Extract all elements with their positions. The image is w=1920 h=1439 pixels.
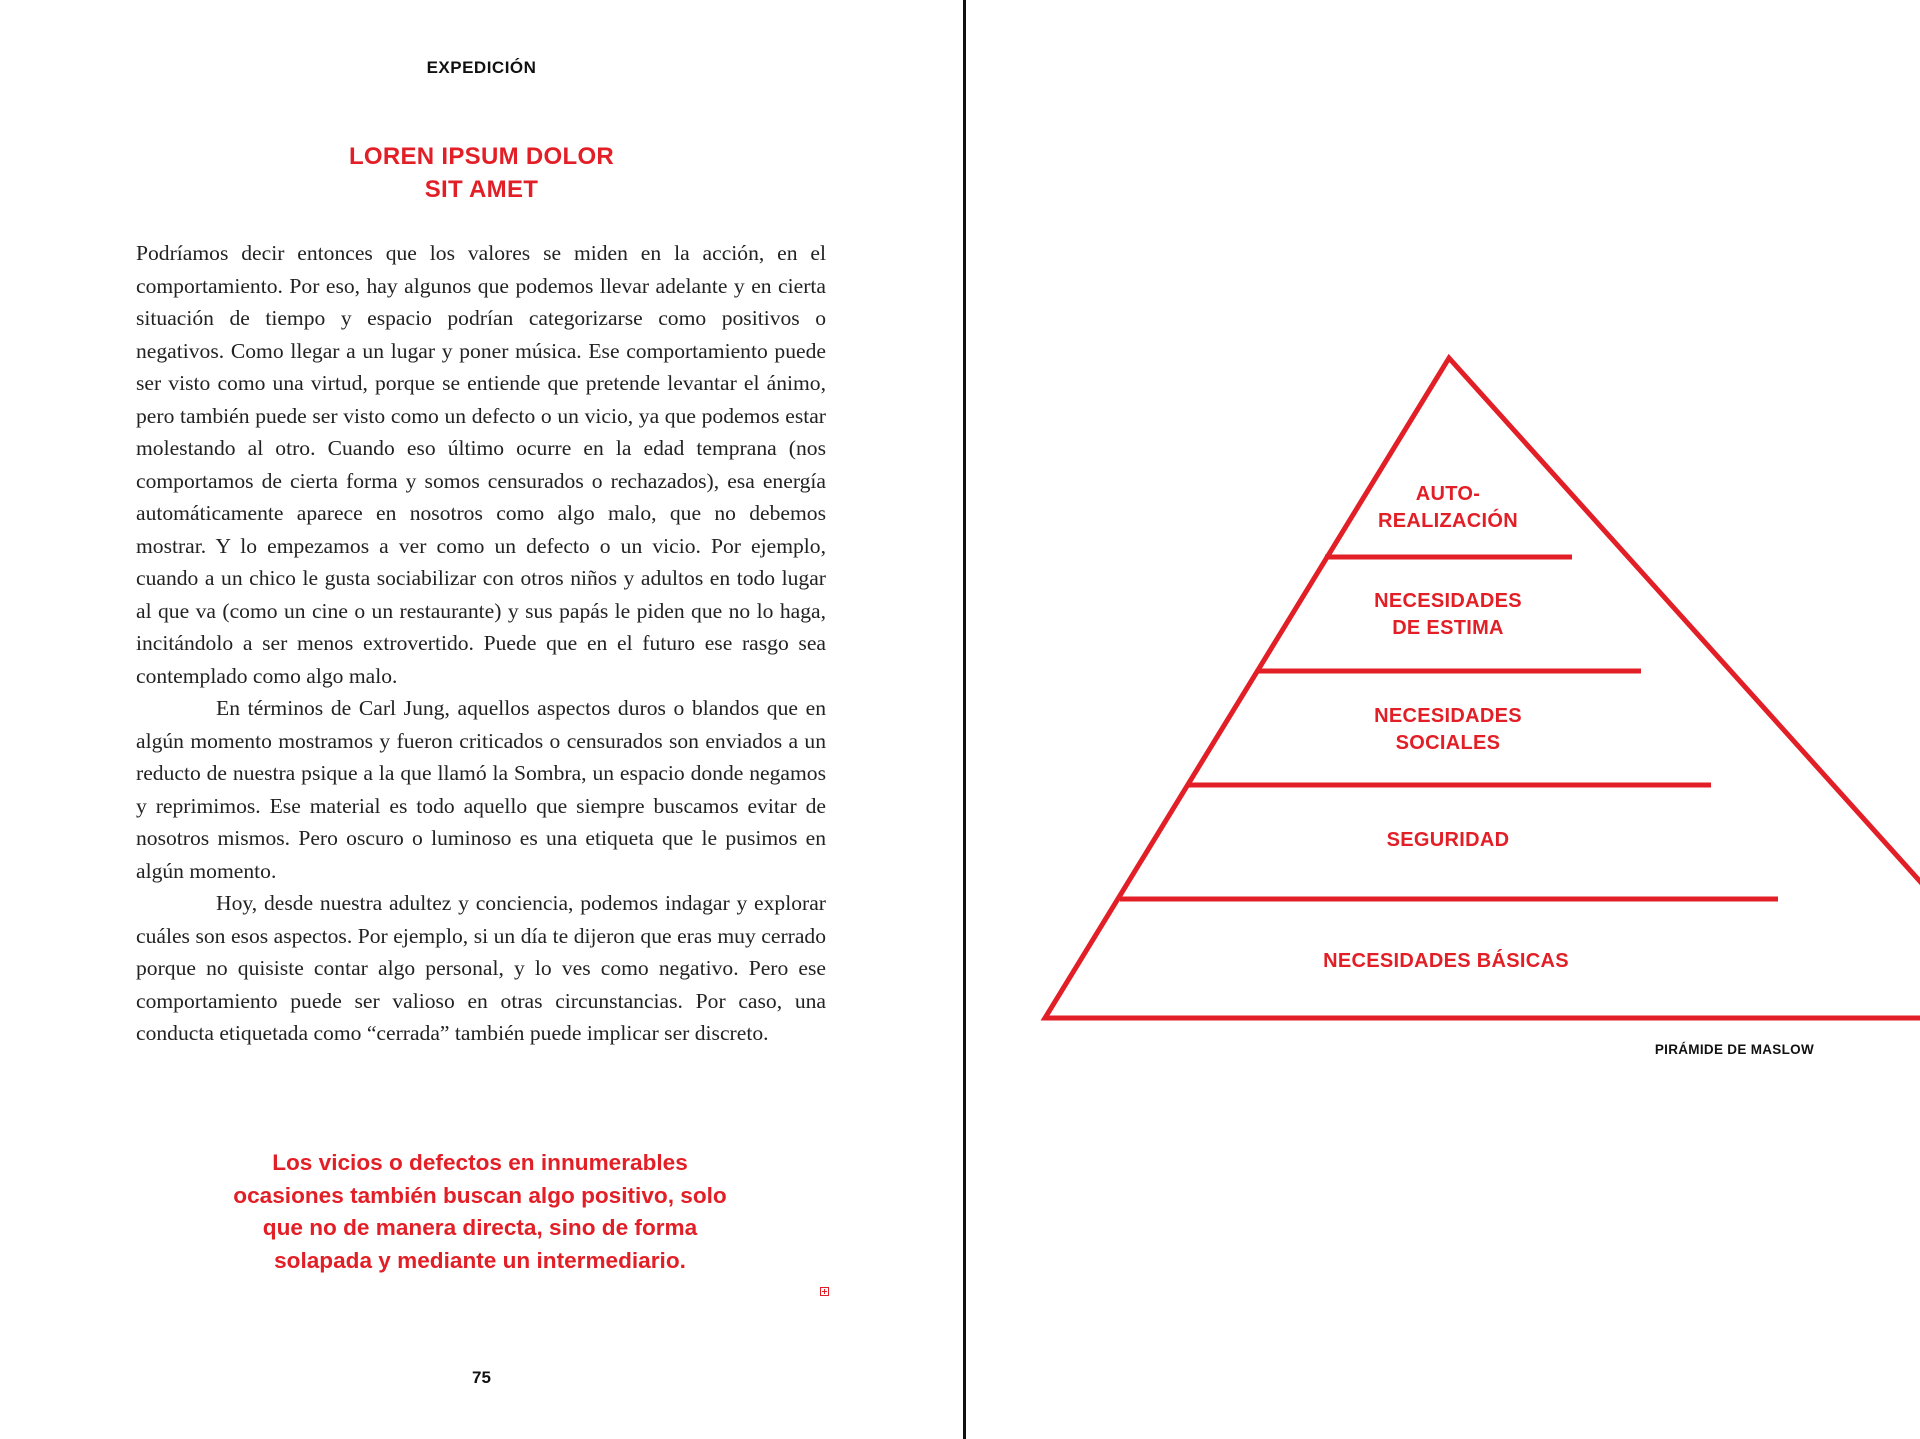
paragraph-3: Hoy, desde nuestra adultez y conciencia, podemos indagar y explorar cuáles son esos aspectos. Por ejemplo, si un día te dijeron que eras muy cerrado porque no quisiste contar algo personal, y lo ves como negativo. Pero ese comportamiento puede ser valioso en otras circunstancias. Por caso, una conducta etiquetada como “cerrada” también puede implicar ser discreto. (136, 891, 826, 1045)
pull-quote-line-3: que no de manera directa, sino de forma (262, 1215, 698, 1240)
tier-label-social-line-1: NECESIDADES (1374, 705, 1522, 727)
tier-label-esteem-line-1: NECESIDADES (1374, 590, 1522, 612)
tier-label-safety: SEGURIDAD (1386, 829, 1510, 851)
maslow-pyramid (966, 0, 1920, 1439)
tier-label-basic-needs: NECESIDADES BÁSICAS (1323, 950, 1569, 972)
pull-quote-line-1: Los vicios o defectos en innumerables (272, 1150, 688, 1175)
tier-label-self-actualization-line-1: AUTO- (1415, 483, 1481, 505)
tier-label-self-actualization-line-2: REALIZACIÓN (1378, 510, 1518, 532)
pull-quote (180, 1147, 780, 1277)
pull-quote-line-2: ocasiones también buscan algo positivo, solo (233, 1182, 727, 1208)
page-number: 75 (472, 1368, 491, 1387)
section-title (0, 140, 963, 206)
paragraph-1: Podríamos decir entonces que los valores se miden en la acción, en el comportamiento. Por eso, hay algunos que podemos llevar adelante y en cierta situación de tiempo y espacio podrían categorizarse como positivos o negativos. Como llegar a un lugar y poner música. Ese comportamiento puede ser visto como una virtud, porque se entiende que pretende levantar el ánimo, pero también puede ser visto como un defecto o un vicio, ya que podemos estar molestando al otro. Cuando eso último ocurre en la edad temprana (nos comportamos de cierta forma y somos censurados o rechazados), esa energía automáticamente aparece en nosotros como algo malo, que no debemos mostrar. Y lo empezamos a ver como un defecto o un vicio. Por ejemplo, cuando a un chico le gusta sociabilizar con otros niños y adultos en todo lugar al que va (como un cine o un restaurante) y sus papás le piden que no lo haga, incitándolo a ser menos extrovertido. Puede que en el futuro ese rasgo sea contemplado como algo malo. (136, 241, 826, 688)
right-page (966, 0, 1920, 1439)
tier-label-social-line-2: SOCIALES (1395, 732, 1501, 754)
pyramid-outline (1045, 358, 1920, 1018)
paragraph-2: En términos de Carl Jung, aquellos aspectos duros o blandos que en algún momento mostramos y fueron criticados o censurados son enviados a un reducto de nuestra psique a la que llamó la Sombra, un espacio donde negamos y reprimimos. Ese material es todo aquello que siempre buscamos evitar de nosotros mismos. Pero oscuro o luminoso es una etiqueta que le pusimos en algún momento. (136, 696, 826, 883)
end-mark-icon (820, 1287, 829, 1296)
tier-label-esteem-line-2: DE ESTIMA (1392, 617, 1504, 639)
pull-quote-line-4: solapada y mediante un intermediario. (274, 1247, 686, 1273)
section-title-line-2: SIT AMET (424, 176, 539, 203)
section-title-line-1: LOREN IPSUM DOLOR (348, 143, 615, 170)
body-text (136, 237, 826, 1050)
figure-caption: PIRÁMIDE DE MASLOW (1654, 1042, 1814, 1057)
running-header: EXPEDICIÓN (426, 58, 537, 77)
